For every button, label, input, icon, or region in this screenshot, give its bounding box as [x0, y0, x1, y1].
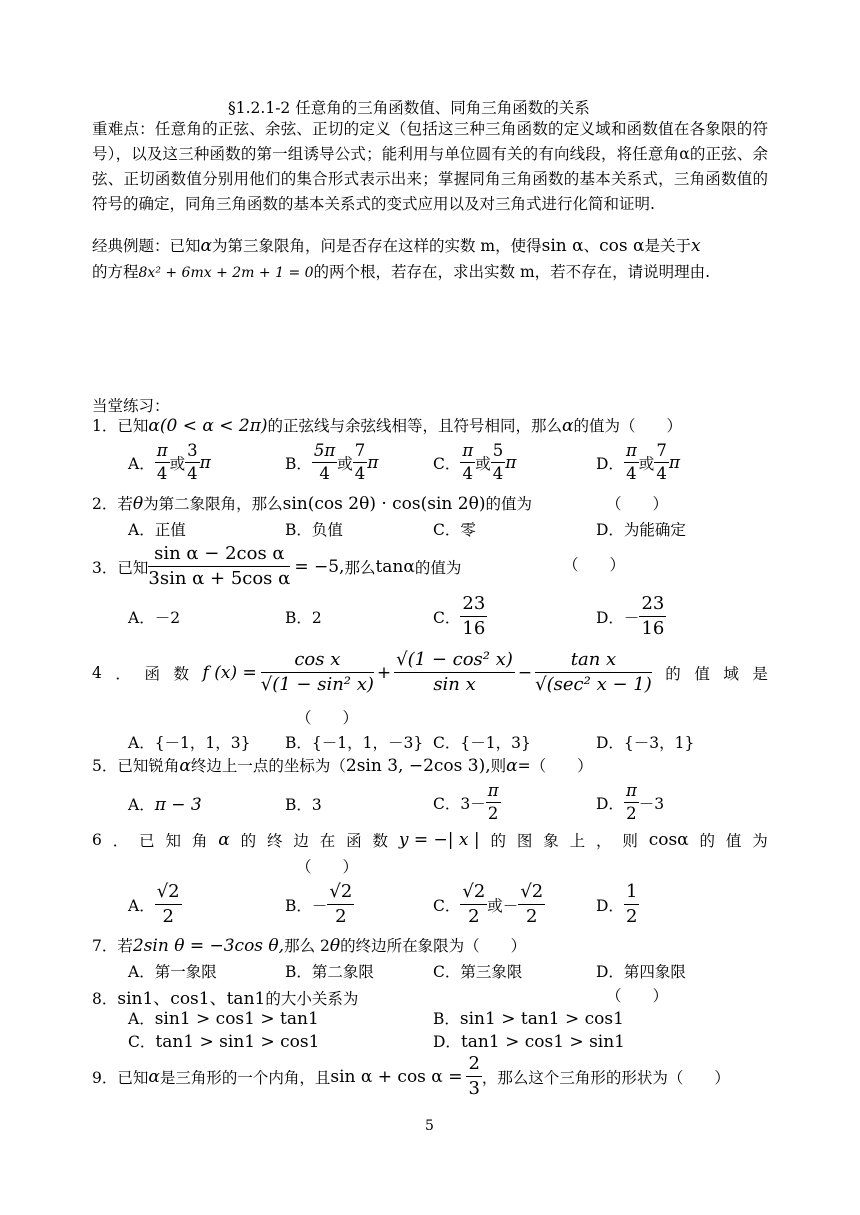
question-8-option-c: C．tan1 > sin1 > cos1 — [128, 1032, 320, 1052]
question-5-option-d: D． $\frac{\pi}{2}$ －3 — [596, 781, 665, 823]
question-4-blank: （ ） — [296, 709, 359, 727]
question-3-option-a: A．－2 — [128, 609, 181, 627]
question-1-option-a: A． $\frac{\pi}{4}$ 或 $\frac{3}{4}$ π — [128, 441, 211, 483]
question-8-option-d: D．tan1 > cos1 > sin1 — [433, 1032, 625, 1052]
question-6-blank: （ ） — [296, 858, 359, 876]
question-7-option-c: C．第三象限 — [433, 963, 523, 981]
question-8-option-a: A．sin1 > cos1 > tan1 — [128, 1009, 319, 1029]
question-4-stem: 4 ． 函 数 f (x) = $\frac{\text{cos x}}{\text{√(1 − sin² x)}}$ + $\frac{\text{√(1 − cos² x)}}{\text{sin x}}$ − $\frac{\text{tan x}}{\text{√(sec² x − 1)}}$ 的 值 域 是 — [92, 649, 768, 695]
question-8-option-b: B．sin1 > tan1 > cos1 — [433, 1009, 624, 1029]
question-3-option-c: C． $\frac{23}{16}$ — [433, 593, 486, 639]
question-7-option-d: D．第四象限 — [596, 963, 686, 981]
question-4-option-d: D．{－3，1} — [596, 734, 695, 752]
practice-heading: 当堂练习： — [92, 397, 170, 415]
question-8-blank: （ ） — [606, 987, 669, 1005]
example-line-2: 的方程8x² + 6mx + 2m + 1 = 0的两个根，若存在，求出实数 m，若不存在，请说明理由. — [92, 263, 711, 281]
question-1-option-c: C． $\frac{\pi}{4}$ 或 $\frac{5}{4}$ π — [433, 441, 517, 483]
page-number: 5 — [425, 1118, 434, 1134]
question-4-option-b: B．{－1，1，－3} — [285, 734, 424, 752]
question-2-blank: （ ） — [606, 495, 669, 513]
question-7-option-b: B．第二象限 — [285, 963, 374, 981]
question-1-stem: 1．已知α(0 < α < 2π)的正弦线与余弦线相等，且符号相同，那么α的值为（ ） — [92, 416, 683, 436]
question-1-option-b: B． $\frac{5\pi}{4}$ 或 $\frac{7}{4}$ π — [285, 441, 379, 483]
question-3-blank: （ ） — [563, 556, 626, 574]
question-2-stem: 2．若θ为第二象限角，那么sin(cos 2θ) · cos(sin 2θ)的值为 — [92, 494, 532, 514]
question-5-option-c: C．3－ $\frac{\pi}{2}$ — [433, 781, 499, 823]
question-3-option-d: D．－ $\frac{23}{16}$ — [596, 593, 665, 639]
question-2-option-a: A．正值 — [128, 521, 186, 539]
question-4-option-a: A．{－1，1，3} — [128, 734, 251, 752]
question-2-option-b: B．负值 — [285, 521, 343, 539]
question-7-stem: 7．若2sin θ = −3cos θ,那么 2θ的终边所在象限为（ ） — [92, 936, 527, 956]
question-7-option-a: A．第一象限 — [128, 963, 217, 981]
question-1-option-d: D． $\frac{\pi}{4}$ 或 $\frac{7}{4}$ π — [596, 441, 680, 483]
question-9-stem: 9．已知 α 是三角形的一个内角，且 sin α + cos α = $\frac{2}{3}$ ，那么这个三角形的形状为（ ） — [92, 1053, 730, 1099]
question-8-stem: 8．sin1、cos1、tan1的大小关系为 — [92, 989, 359, 1009]
question-3-stem: 3．已知 $\frac{\text{sin α − 2cos α}}{\text{3sin α + 5cos α}}$ = −5, 那么 tanα 的值为 — [92, 543, 462, 589]
page-title: §1.2.1-2 任意角的三角函数值、同角三角函数的关系 — [228, 99, 590, 117]
question-2-option-d: D．为能确定 — [596, 521, 686, 539]
question-5-stem: 5．已知锐角α终边上一点的坐标为（2sin 3, −2cos 3),则α=（ ） — [92, 756, 593, 776]
example-line-1: 经典例题：已知α为第三象限角，问是否存在这样的实数 m，使得sin α、cos α是关于x — [92, 236, 701, 256]
question-3-option-b: B．2 — [285, 609, 322, 627]
question-6-stem: 6 ． 已 知 角 α 的 终 边 在 函 数 y = −| x | 的 图 象 上 ， 则 cosα 的 值 为 — [92, 830, 768, 850]
question-4-option-c: C．{－1，3} — [433, 734, 531, 752]
question-2-option-c: C．零 — [433, 521, 476, 539]
key-points: 重难点：任意角的正弦、余弦、正切的定义（包括这三种三角函数的定义域和函数值在各象限的符号），以及这三种函数的第一组诱导公式；能利用与单位圆有关的有向线段，将任意角α的正弦、余弦、正切函数值分别用他们的集合形式表示出来；掌握同角三角函数的基本关系式，三角函数值的符号的确定，同角三角函数的基本关系式的变式应用以及对三角式进行化简和证明. — [92, 120, 768, 213]
question-6-option-b: B．－ $\frac{√2}{2}$ — [285, 881, 353, 927]
question-5-option-b: B．3 — [285, 796, 322, 814]
question-6-option-a: A． $\frac{√2}{2}$ — [128, 881, 180, 927]
question-6-option-d: D． $\frac{1}{2}$ — [596, 881, 638, 927]
question-6-option-c: C． $\frac{√2}{2}$ 或－ $\frac{√2}{2}$ — [433, 881, 544, 927]
question-5-option-a: A．π − 3 — [128, 795, 202, 815]
